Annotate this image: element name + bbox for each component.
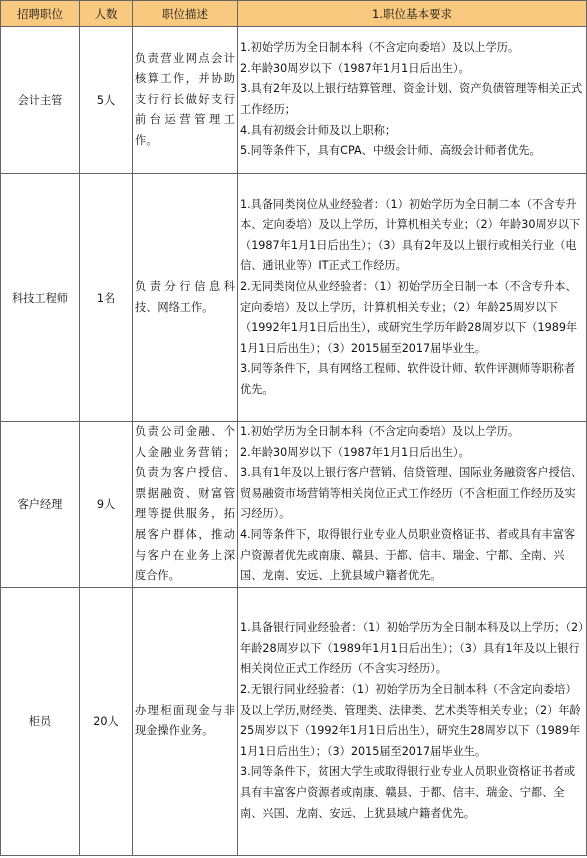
header-description: 职位描述 [133,1,238,27]
count-cell: 20人 [80,587,133,855]
description-cell: 办理柜面现金与非现金操作业务。 [133,587,238,855]
requirement-item: 1.具备银行同业经验者：（1）初始学历为全日制本科及以上学历；（2）年龄28周岁以下（1989年1月1日后出生）；（3）具有1年及以上银行相关岗位正式工作经历（不含实习经历）。 [240,621,584,676]
requirement-item: 4.同等条件下，取得银行业专业人员职业资格证书、者或具有丰富客户资源者优先或南康、赣县、于都、信丰、瑞金、宁都、全南、兴国、龙南、安远、上犹县域户籍者优先。 [240,527,576,583]
description-cell: 负责公司金融、个人金融业务营销；负责为客户授信、票据融资、财富管理等提供服务，拓展客户群体，推动与客户在业务上深度合作。 [133,422,238,588]
requirement-item: 3.具有2年及以上银行结算管理、资金计划、资产负债管理等相关正式工作经历； [240,82,583,116]
header-position: 招聘职位 [1,1,80,27]
table-row [1,27,587,174]
position-cell: 客户经理 [1,422,80,588]
requirement-item: 3.同等条件下，具有网络工程师、软件设计师、软件评测师等职称者优先。 [240,362,576,396]
table-row [1,174,587,422]
requirements-cell [238,422,587,588]
position-cell: 会计主管 [1,27,80,174]
table-row [1,587,587,855]
table-header-row [1,1,587,27]
requirement-item: 2.无银行同业经验者：（1）初始学历为全日制本科（不含定向委培）及以上学历,财经类、管理类、法律类、艺术类等相关专业；（2）年龄25周岁以下（1992年1月1日后出生），研究生28周岁以下（1989年1月1日后出生）；（3）2015届至2017届毕业生。 [240,683,581,758]
requirements-cell [238,174,587,422]
requirement-item: 1.初始学历为全日制本科（不含定向委培）及以上学历。 [240,425,520,438]
count-cell: 9人 [80,422,133,588]
position-cell: 科技工程师 [1,174,80,422]
table-row [1,422,587,588]
count-cell: 5人 [80,27,133,174]
requirement-item: 4.具有初级会计师及以上职称； [240,123,397,137]
requirement-item: 1.具备同类岗位从业经验者：（1）初始学历为全日制二本（不含专升本、定向委培）及以上学历，计算机相关专业；（2）年龄30周岁以下（1987年1月1日后出生）；（3）具有2年及以上银行或相关行业（电信、通讯业等）IT正式工作经历。 [240,197,581,273]
header-count: 人数 [80,1,133,27]
requirement-item: 2.年龄30周岁以下（1987年1月1日后出生）。 [240,61,470,75]
requirement-item: 5.同等条件下，具有CPA、中级会计师、高级会计师者优先。 [240,144,541,158]
count-cell: 1名 [80,174,133,422]
requirement-item: 3.具有1年及以上银行客户营销、信贷管理、国际业务融资客户授信、贸易融资市场营销等相关岗位正式工作经历（不含柜面工作经历及实习经历）。 [240,466,583,521]
requirements-cell [238,27,587,174]
description-cell: 负责分行信息科技、网络工作。 [133,174,238,422]
requirements-cell [238,587,587,855]
requirement-item: 3.同等条件下，贫困大学生或取得银行业专业人员职业资格证书者或具有丰富客户资源者或南康、赣县、于都、信丰、瑞金、宁都、全南、兴国、龙南、安远、上犹县域户籍者优先。 [240,765,576,820]
header-requirements: 1.职位基本要求 [238,1,587,27]
position-cell: 柜员 [1,587,80,855]
requirement-item: 1.初始学历为全日制本科（不含定向委培）及以上学历。 [240,41,520,55]
requirement-item: 2.无同类岗位从业经验者：（1）初始学历全日制一本（不含专升本、定向委培）及以上学历，计算机相关专业；（2）年龄25周岁以下（1992年1月1日后出生），或研究生学历年龄28周岁以下（1989年1月1日后出生）；（3）2015届至2017届毕业生。 [240,279,578,355]
requirement-item: 2.年龄30周岁以下（1987年1月1日后出生）。 [240,445,470,459]
description-cell: 负责营业网点会计核算工作，并协助支行行长做好支行前台运营管理工作。 [133,27,238,174]
